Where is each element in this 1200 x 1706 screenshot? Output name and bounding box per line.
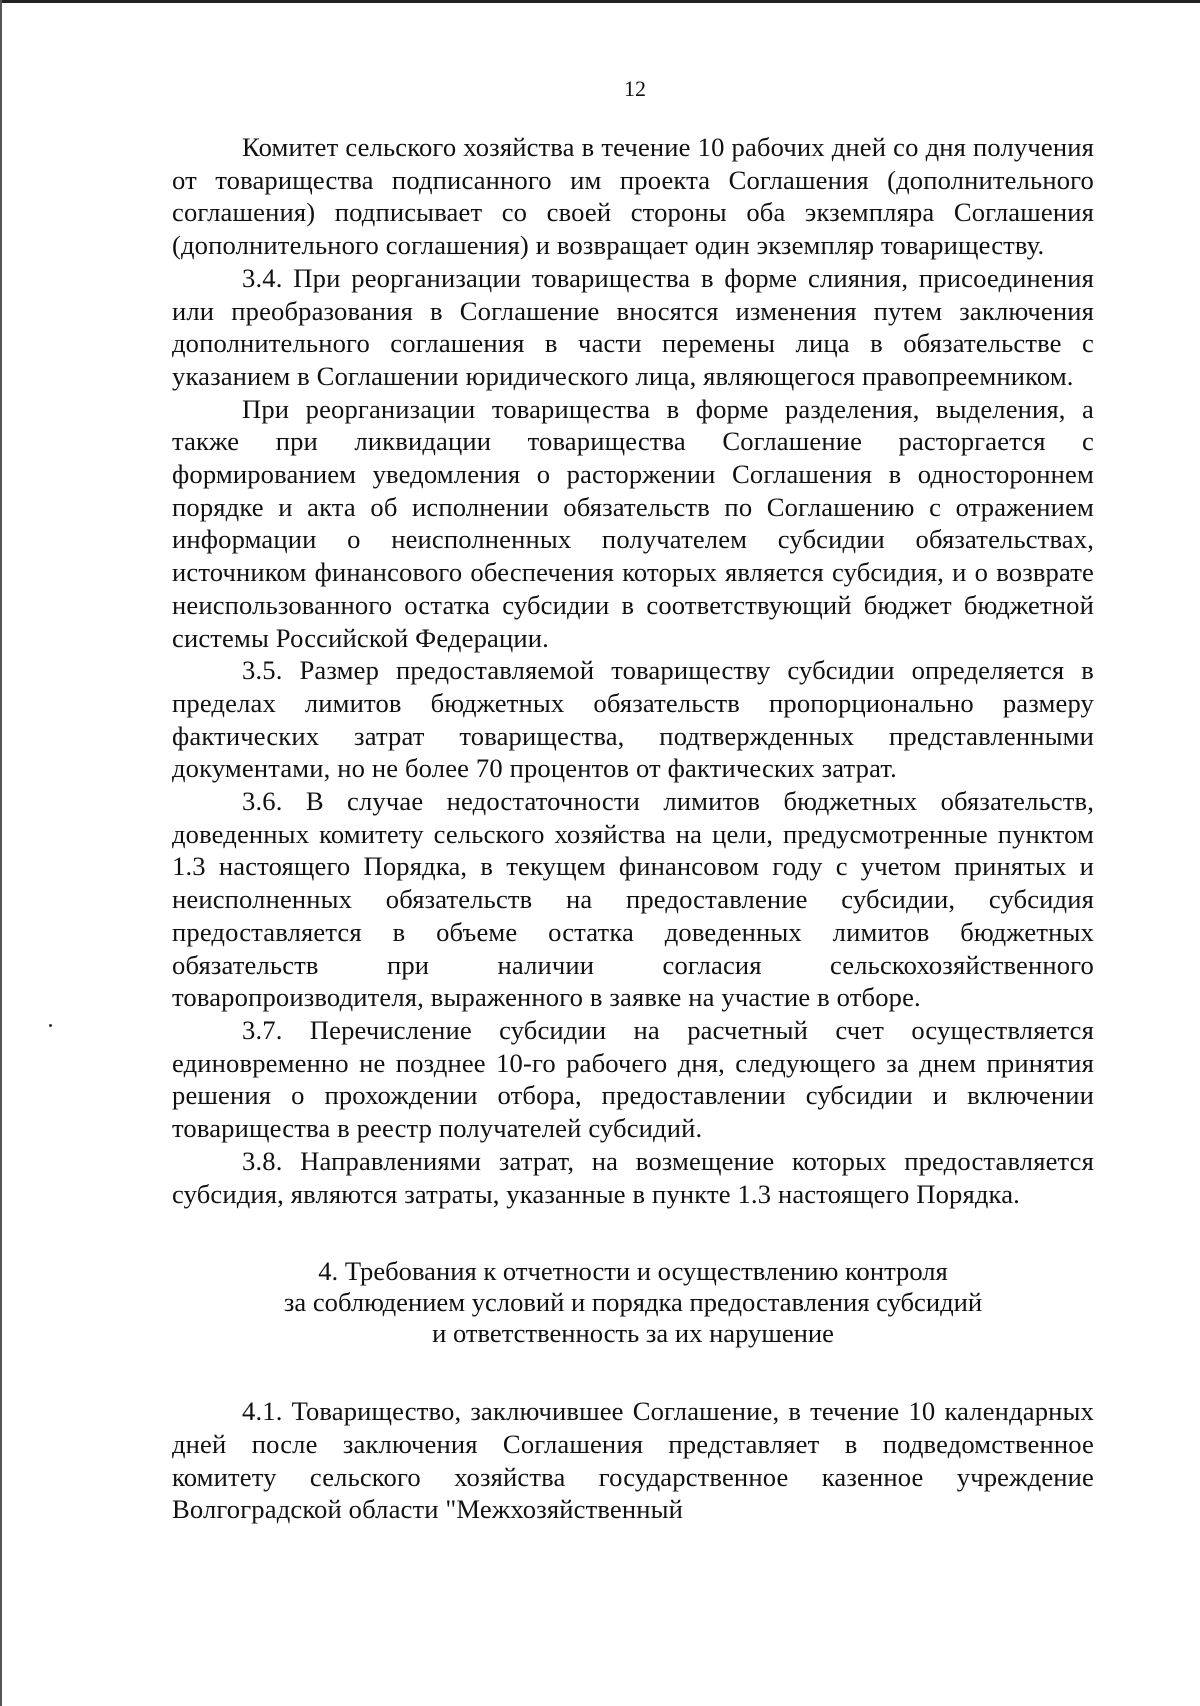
- scan-top-edge: [0, 0, 1200, 3]
- scan-speck: [49, 1024, 52, 1027]
- paragraph-3-8: 3.8. Направлениями затрат, на возмещение которых предоставляется субсидия, являются затраты, указанные в пункте 1.3 настоящего Порядка.: [172, 1145, 1094, 1209]
- paragraph-3-4: 3.4. При реорганизации товарищества в форме слияния, присоединения или преобразования в Соглашение вносятся изменения путем заключения дополнительного соглашения в части перемены лица в обязательстве с указанием в Соглашении юридического лица, являющегося правопреемником.: [172, 262, 1094, 391]
- section-4-heading: [172, 1256, 1094, 1349]
- paragraph-reorganization-division: При реорганизации товарищества в форме разделения, выделения, а также при ликвидации товарищества Соглашение расторгается с формированием уведомления о расторжении Соглашения в одностороннем порядке и акта об исполнении обязательств по Соглашению с отражением информации о неисполненных получателем субсидии обязательствах, источником финансового обеспечения которых является субсидия, и о возврате неиспользованного остатка субсидии в соответствующий бюджет бюджетной системы Российской Федерации.: [172, 393, 1094, 653]
- section-heading-line-1: 4. Требования к отчетности и осуществлению контроля: [318, 1256, 948, 1287]
- paragraph-3-7: 3.7. Перечисление субсидии на расчетный счет осуществляется единовременно не позднее 10-го рабочего дня, следующего за днем принятия решения о прохождении отбора, предоставлении субсидии и включении товарищества в реестр получателей субсидий.: [172, 1014, 1094, 1144]
- section-heading-line-3: и ответственность за их нарушение: [432, 1318, 834, 1349]
- paragraph-committee-signing: Комитет сельского хозяйства в течение 10 рабочих дней со дня получения от товарищества подписанного им проекта Соглашения (дополнительного соглашения) подписывает со своей стороны оба экземпляра Соглашения (дополнительного соглашения) и возвращает один экземпляр товариществу.: [172, 132, 1094, 261]
- paragraph-4-1: 4.1. Товарищество, заключившее Соглашение, в течение 10 календарных дней после заключения Соглашения представляет в подведомственное комитету сельского хозяйства государственное казенное учреждение Волгоградской области "Межхозяйственный: [172, 1396, 1094, 1525]
- section-heading-line-2: за соблюдением условий и порядка предоставления субсидий: [283, 1287, 983, 1318]
- heading-spacer: [172, 1349, 1094, 1395]
- page-number: 12: [624, 76, 646, 101]
- document-body: [172, 131, 1094, 1526]
- paragraph-3-5: 3.5. Размер предоставляемой товариществу субсидии определяется в пределах лимитов бюджетных обязательств пропорционально размеру фактических затрат товарищества, подтвержденных представленными документами, но не более 70 процентов от фактических затрат.: [172, 655, 1094, 784]
- scan-left-edge: [0, 0, 2, 1706]
- paragraph-3-6: 3.6. В случае недостаточности лимитов бюджетных обязательств, доведенных комитету сельского хозяйства на цели, предусмотренные пунктом 1.3 настоящего Порядка, в текущем финансовом году с учетом принятых и неисполненных обязательств на предоставление субсидии, субсидия предоставляется в объеме остатка доведенных лимитов бюджетных обязательств при наличии согласия сельскохозяйственного товаропроизводителя, выраженного в заявке на участие в отборе.: [172, 786, 1094, 1013]
